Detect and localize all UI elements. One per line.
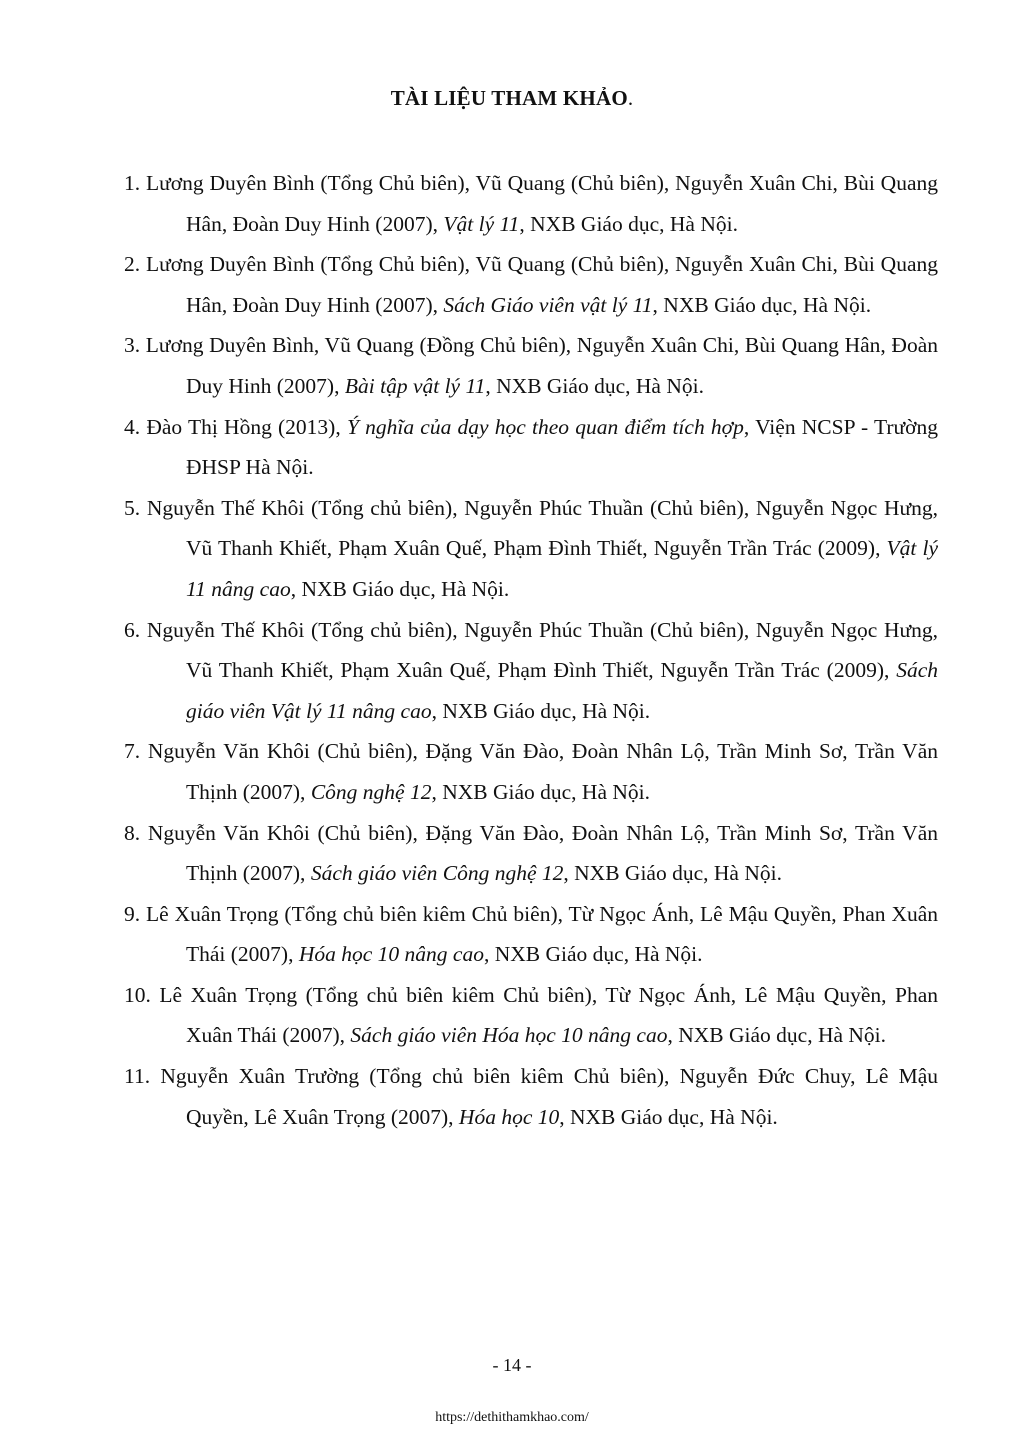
reference-authors: Lê Xuân Trọng (Tổng chủ biên kiêm Chủ biên), Từ Ngọc Ánh, Lê Mậu Quyền, Phan Xuân Thái (2007), (159, 982, 939, 1048)
reference-item (124, 163, 938, 244)
reference-book-title: Hóa học 10 (458, 1104, 560, 1129)
reference-authors: Lương Duyên Bình, Vũ Quang (Đồng Chủ biên), Nguyễn Xuân Chi, Bùi Quang Hân, Đoàn Duy Hinh (2007), (145, 333, 938, 398)
reference-publisher: , NXB Giáo dục, Hà Nội. (431, 779, 651, 804)
reference-book-title: Vật lý 11 (443, 211, 520, 236)
reference-authors: Nguyễn Xuân Trường (Tổng chủ biên kiêm Chủ biên), Nguyễn Đức Chuy, Lê Mậu Quyền, Lê Xuân Trọng (2007), (160, 1064, 938, 1129)
reference-item (124, 975, 938, 1056)
reference-book-title: Sách Giáo viên vật lý 11 (443, 292, 653, 317)
reference-number: 1. (124, 171, 141, 195)
reference-publisher: , NXB Giáo dục, Hà Nội. (652, 292, 872, 317)
title-dot: . (627, 86, 634, 110)
reference-item (124, 244, 938, 325)
reference-book-title: Hóa học 10 nâng cao (298, 942, 484, 967)
reference-authors: Nguyễn Văn Khôi (Chủ biên), Đặng Văn Đào, Đoàn Nhân Lộ, Trần Minh Sơ, Trần Văn Thịnh (2007), (147, 739, 939, 804)
reference-book-title: Vật lý 11 nâng cao (186, 536, 939, 601)
reference-publisher: , NXB Giáo dục, Hà Nội. (667, 1023, 887, 1048)
reference-authors: Đào Thị Hồng (2013), (146, 414, 347, 439)
reference-book-title: Sách giáo viên Hóa học 10 nâng cao (350, 1023, 668, 1048)
reference-item (124, 894, 938, 975)
reference-item (124, 407, 938, 488)
reference-item (124, 325, 938, 406)
reference-number: 3. (124, 333, 141, 358)
reference-number: 2. (124, 252, 141, 277)
page-title (0, 86, 1024, 111)
reference-book-title: Sách giáo viên Vật lý 11 nâng cao (186, 658, 938, 723)
reference-authors: Nguyễn Văn Khôi (Chủ biên), Đặng Văn Đào, Đoàn Nhân Lộ, Trần Minh Sơ, Trần Văn Thịnh (2007), (147, 820, 939, 886)
reference-authors: Lê Xuân Trọng (Tổng chủ biên kiêm Chủ biên), Từ Ngọc Ánh, Lê Mậu Quyền, Phan Xuân Thái (2007), (146, 901, 939, 967)
reference-publisher: , NXB Giáo dục, Hà Nội. (483, 942, 703, 967)
reference-item (124, 610, 938, 732)
title-text: TÀI LIỆU THAM KHẢO (390, 86, 628, 110)
reference-number: 11. (124, 1064, 151, 1089)
reference-authors: Lương Duyên Bình (Tổng Chủ biên), Vũ Quang (Chủ biên), Nguyễn Xuân Chi, Bùi Quang Hân, Đoàn Duy Hinh (2007), (146, 171, 939, 236)
reference-publisher: , NXB Giáo dục, Hà Nội. (563, 861, 782, 886)
reference-publisher: , NXB Giáo dục, Hà Nội. (559, 1104, 778, 1129)
reference-item (124, 813, 938, 894)
reference-authors: Nguyễn Thế Khôi (Tổng chủ biên), Nguyễn Phúc Thuần (Chủ biên), Nguyễn Ngọc Hưng, Vũ Thanh Khiết, Phạm Xuân Quế, Phạm Đình Thiết, Nguyễn Trần Trác (2009), (146, 495, 939, 561)
footer-url: https://dethithamkhao.com/ (435, 1410, 589, 1425)
reference-number: 10. (124, 982, 151, 1007)
reference-list (124, 163, 938, 1137)
reference-number: 6. (124, 617, 141, 642)
reference-publisher: , Viện NCSP - Trường ĐHSP Hà Nội. (186, 414, 939, 480)
reference-number: 5. (124, 495, 141, 520)
reference-number: 7. (124, 739, 141, 764)
reference-authors: Nguyễn Thế Khôi (Tổng chủ biên), Nguyễn Phúc Thuần (Chủ biên), Nguyễn Ngọc Hưng, Vũ Thanh Khiết, Phạm Xuân Quế, Phạm Đình Thiết, Nguyễn Trần Trác (2009), (146, 617, 939, 683)
reference-book-title: Ý nghĩa của dạy học theo quan điểm tích hợp (346, 414, 744, 439)
reference-publisher: , NXB Giáo dục, Hà Nội. (519, 211, 738, 236)
page-number: - 14 - (492, 1355, 532, 1375)
reference-authors: Lương Duyên Bình (Tổng Chủ biên), Vũ Quang (Chủ biên), Nguyễn Xuân Chi, Bùi Quang Hân, Đoàn Duy Hinh (2007), (146, 252, 939, 317)
reference-item (124, 488, 938, 610)
reference-item (124, 1056, 938, 1137)
reference-publisher: , NXB Giáo dục, Hà Nội. (485, 373, 704, 398)
reference-number: 8. (124, 820, 141, 845)
reference-number: 9. (124, 901, 141, 926)
reference-publisher: , NXB Giáo dục, Hà Nội. (290, 576, 510, 601)
reference-book-title: Bài tập vật lý 11 (344, 373, 486, 398)
reference-book-title: Công nghệ 12 (310, 779, 432, 804)
reference-item (124, 731, 938, 812)
reference-publisher: , NXB Giáo dục, Hà Nội. (431, 698, 651, 723)
reference-number: 4. (124, 414, 141, 439)
reference-book-title: Sách giáo viên Công nghệ 12 (310, 861, 564, 886)
